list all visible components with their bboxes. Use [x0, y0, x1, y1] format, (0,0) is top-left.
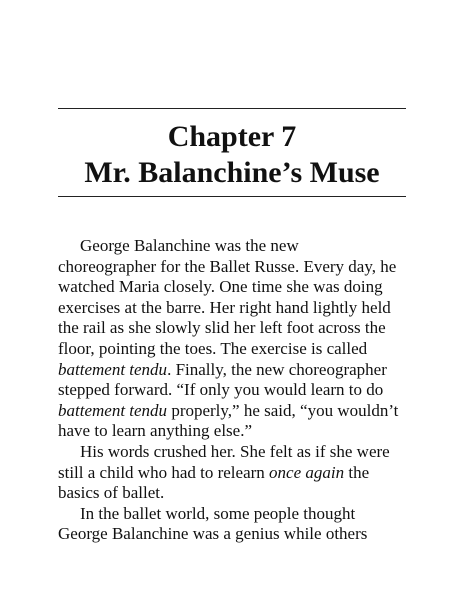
text-segment: still a child who had to relearn [58, 462, 270, 482]
text-segment: properly,” he said, “you wouldn’t [167, 400, 399, 420]
heading-top-rule [58, 108, 406, 109]
text-line [58, 257, 418, 278]
text-segment: exercises at the barre. Her right hand lightly held [58, 297, 391, 317]
text-line [58, 318, 418, 339]
paragraph [58, 236, 418, 442]
italic-term: once again [269, 462, 345, 482]
text-line [58, 236, 418, 257]
text-line [58, 524, 418, 545]
text-line [58, 339, 418, 360]
chapter-heading [58, 119, 406, 191]
text-line [58, 421, 418, 442]
text-line [58, 360, 418, 381]
text-line [58, 504, 418, 525]
body-text [58, 236, 418, 545]
text-segment: have to learn anything else.” [58, 421, 253, 441]
text-line [58, 298, 418, 319]
italic-term: battement tendu [58, 359, 168, 379]
text-line [58, 380, 418, 401]
text-segment: basics of ballet. [58, 483, 165, 503]
text-segment: the rail as she slowly slid her left foot across the [58, 318, 386, 338]
text-segment: stepped forward. “If only you would learn to do [58, 380, 384, 400]
text-segment: In the ballet world, some people thought [80, 503, 356, 523]
italic-term: battement tendu [58, 400, 168, 420]
text-segment: the [344, 462, 370, 482]
text-segment: watched Maria closely. One time she was doing [58, 277, 383, 297]
text-segment: . Finally, the new choreographer [167, 359, 387, 379]
paragraph [58, 504, 418, 545]
text-segment: George Balanchine was a genius while others [58, 524, 368, 544]
text-segment: George Balanchine was the new [80, 236, 299, 255]
chapter-title: Mr. Balanchine’s Muse [84, 156, 380, 189]
text-line [58, 463, 418, 484]
text-line [58, 277, 418, 298]
text-segment: His words crushed her. She felt as if she were [80, 441, 390, 461]
text-line [58, 401, 418, 422]
heading-bottom-rule [58, 196, 406, 197]
chapter-number: Chapter 7 [167, 120, 297, 153]
text-line [58, 442, 418, 463]
paragraph [58, 442, 418, 504]
text-line [58, 483, 418, 504]
text-segment: floor, pointing the toes. The exercise is called [58, 338, 368, 358]
text-segment: choreographer for the Ballet Russe. Every day, he [58, 256, 397, 276]
